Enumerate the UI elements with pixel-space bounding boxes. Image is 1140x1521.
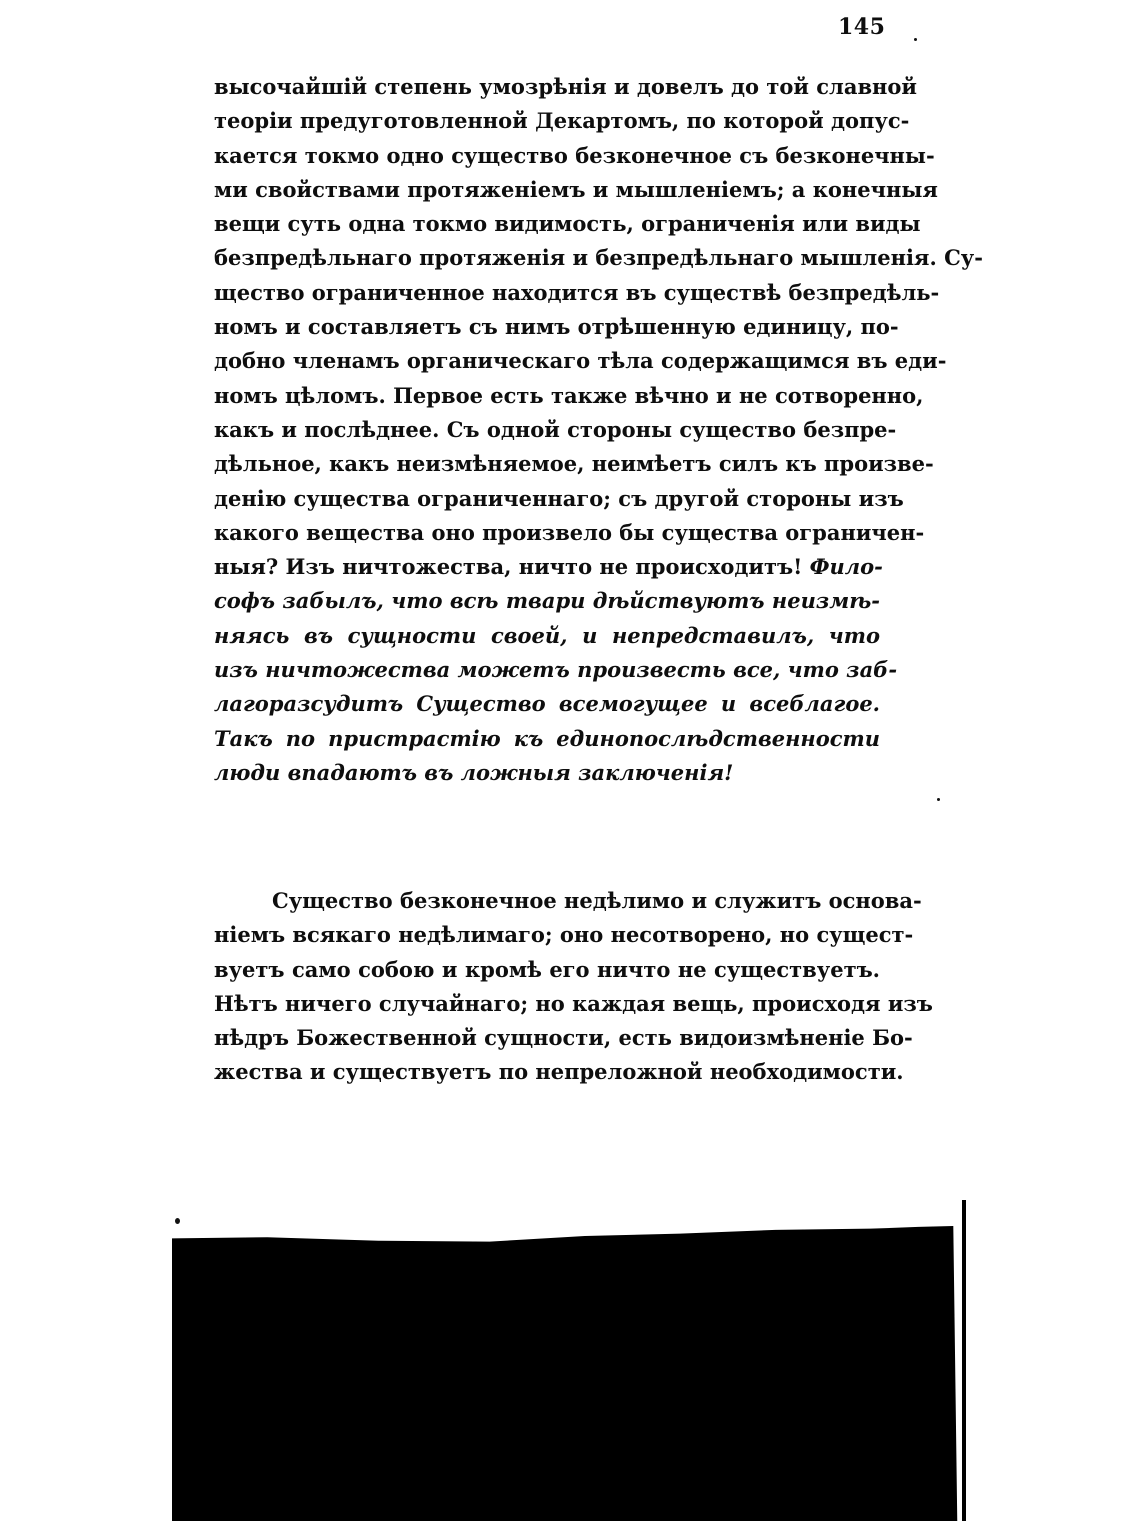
text-line: безпредѣльнаго протяженія и безпредѣльнаго мышленія. Су- — [214, 245, 983, 271]
text-line: вуетъ само собою и кромѣ его ничто не существуетъ. — [214, 956, 880, 982]
text-line: какого вещества оно произвело бы существа ограничен- — [214, 519, 925, 545]
text-regular-segment: ныя? Изъ ничтожества, ничто не происходитъ! — [214, 554, 803, 580]
text-line: какъ и послѣднее. Съ одной стороны существо безпре- — [214, 416, 897, 442]
text-line-italic: изъ ничтожества можетъ произвесть все, что заб- — [214, 657, 898, 683]
text-line: нѣдръ Божественной сущности, есть видоизмѣненіе Бо- — [214, 1025, 913, 1051]
text-line: ніемъ всякаго недѣлимаго; оно несотворено, но сущест- — [214, 922, 914, 948]
scan-speck — [914, 38, 917, 41]
text-line: щество ограниченное находится въ существѣ безпредѣль- — [214, 279, 940, 305]
text-line: высочайшій степень умозрѣнія и довелъ до той славной — [214, 74, 917, 99]
paragraph-1 — [214, 70, 983, 790]
scan-speck — [175, 1218, 180, 1224]
text-line: номъ и составляетъ съ нимъ отрѣшенную единицу, по- — [214, 314, 899, 340]
text-line-italic: люди впадаютъ въ ложныя заключенія! — [214, 759, 734, 785]
paragraph-2 — [214, 884, 933, 1090]
text-line: номъ цѣломъ. Первое есть также вѣчно и не сотворенно, — [214, 382, 924, 408]
text-line: кается токмо одно существо безконечное съ безконечны- — [214, 142, 935, 168]
text-line-mixed — [214, 550, 883, 584]
text-line-italic: няясь въ сущности своей, и непредставилъ, что — [214, 622, 880, 648]
page-number: 145 — [838, 14, 886, 40]
text-line: жества и существуетъ по непреложной необходимости. — [214, 1059, 904, 1085]
text-line-italic: лагоразсудитъ Существо всемогущее и всеблагое. — [214, 691, 880, 717]
text-line: Нѣтъ ничего случайнаго; но каждая вещь, происходя изъ — [214, 990, 933, 1016]
text-line-italic: софъ забылъ, что всѣ твари дѣйствуютъ неизмѣ- — [214, 588, 880, 614]
text-line: ми свойствами протяженіемъ и мышленіемъ; а конечныя — [214, 176, 938, 202]
text-line: денію существа ограниченнаго; съ другой стороны изъ — [214, 485, 904, 511]
text-line: Существо безконечное недѣлимо и служитъ основа- — [272, 888, 922, 913]
text-italic-segment: Фило- — [809, 554, 883, 580]
text-line: дѣльное, какъ неизмѣняемое, неимѣетъ силъ къ произве- — [214, 451, 934, 477]
text-line-italic: Такъ по пристрастію къ единопослѣдственности — [214, 725, 880, 751]
scan-edge-black-area — [172, 1226, 966, 1521]
scan-edge-right-strip — [962, 1200, 966, 1521]
scan-speck — [937, 798, 940, 801]
text-line: теоріи предуготовленной Декартомъ, по которой допус- — [214, 108, 910, 134]
text-line: добно членамъ органическаго тѣла содержащимся въ еди- — [214, 348, 947, 374]
text-line: вещи суть одна токмо видимость, ограниченія или виды — [214, 211, 921, 237]
